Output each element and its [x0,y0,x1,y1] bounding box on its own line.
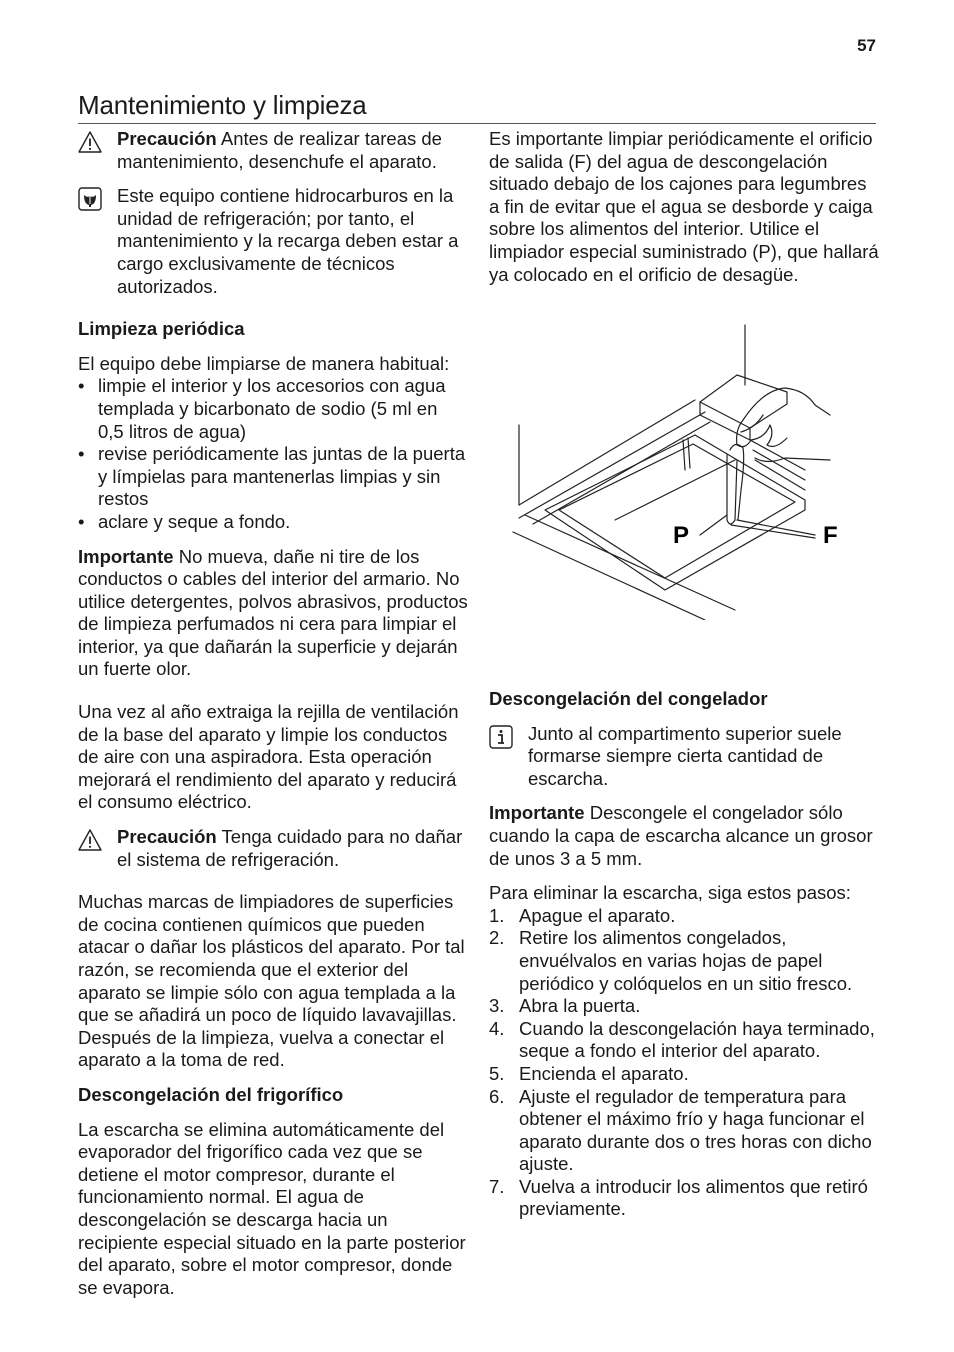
fridge-drain-drawing [505,320,835,620]
list-item: • limpie el interior y los accesorios con agua templada y bicarbonato de sodio (5 ml en 0,5 litros de agua) [78,375,446,442]
title-rule [78,123,876,124]
drain-paragraph: Es importante limpiar periódicamente el orificio de salida (F) del agua de descongelación situado debajo de los cajones para legumbres a fin de evitar que el agua se desborde y caiga sobre los alimentos del interior. Utilice el limpiador especial suministrado (P), que hallará ya colocado en el orificio de desagüe. [489,128,879,285]
important-paragraph-1: Importante No mueva, dañe ni tire de los conductos o cables del interior del armario. No utilice detergentes, polvos abrasivos, productos de limpieza perfumados ni cera para limpiar el interior, ya que dañarán la superficie y dejarán un fuerte olor. [78,545,468,680]
page-title: Mantenimiento y limpieza [78,90,367,120]
environment-text: Este equipo contiene hidrocarburos en la unidad de refrigeración; por tanto, el mantenimiento y la recarga deben estar a cargo exclusivamente de técnicos autorizados. [117,185,459,297]
steps-intro: Para eliminar la escarcha, siga estos pasos: [489,882,851,904]
caution-label: Precaución [117,826,217,848]
caution-note-1 [78,128,468,173]
warning-icon [78,130,102,154]
cleaning-heading: Limpieza periódica [78,318,245,340]
important-label: Importante [78,545,174,567]
list-item: 1. Apague el aparato. [489,904,676,926]
important-label: Importante [489,802,585,824]
cleaning-list [78,375,468,533]
environment-note [78,185,468,298]
brands-paragraph: Muchas marcas de limpiadores de superficies de cocina contienen químicos que pueden atacar o dañar los plásticos del aparato. Por tal razón, se recomienda que el exterior del aparato se limpie sólo con agua templada a la que se añadirá un poco de líquido lavavajillas. [78,891,465,1026]
fridge-defrost-text: La escarcha se elimina automáticamente del evaporador del frigorífico cada vez que se detiene el motor compresor, durante el funcionamiento normal. El agua de descongelación se descarga hacia un recipiente especial situado en la parte posterior del aparato, sobre el motor compresor, donde se evapora. [78,1118,466,1298]
list-item: • aclare y seque a fondo. [78,510,291,532]
yearly-paragraph: Una vez al año extraiga la rejilla de ventilación de la base del aparato y limpie los conductos de aire con una aspiradora. Esta operación mejorará el rendimiento del aparato y reducirá el consumo eléctrico. [78,701,459,813]
drain-cleaning-illustration [505,320,838,620]
defrost-steps-list [489,905,879,1221]
figure-label-f: F [823,522,838,549]
caution-label: Precaución [117,128,217,149]
info-icon [489,725,513,749]
info-note [489,723,879,791]
list-item: 7. Vuelva a introducir los alimentos que retiró previamente. [489,1175,868,1220]
cleaning-intro: El equipo debe limpiarse de manera habitual: [78,352,450,374]
warning-icon [78,828,102,852]
page-number: 57 [857,36,876,55]
freezer-defrost-section [489,688,879,1221]
list-item: • revise periódicamente las juntas de la puerta y límpielas para mantenerlas limpias y sin restos [78,443,466,510]
fridge-defrost-heading: Descongelación del frigorífico [78,1083,344,1105]
list-item: 4. Cuando la descongelación haya terminado, seque a fondo el interior del aparato. [489,1017,875,1062]
list-item: 5. Encienda el aparato. [489,1062,689,1084]
list-item: 2. Retire los alimentos congelados, envuélvalos en varias hojas de papel periódico y colóquelos en un sitio fresco. [489,927,853,994]
important-paragraph-2: Importante Descongele el congelador sólo cuando la capa de escarcha alcance un grosor de unos 3 a 5 mm. [489,802,873,869]
right-column [489,128,879,286]
environment-icon [78,187,102,211]
caution-note-2: Precaución Tenga cuidado para no dañar el sistema de refrigeración. [78,826,468,871]
list-item: 3. Abra la puerta. [489,995,641,1017]
after-cleaning-paragraph: Después de la limpieza, vuelva a conectar el aparato a la toma de red. [78,1026,445,1071]
info-text: Junto al compartimento superior suele formarse siempre cierta cantidad de escarcha. [528,722,842,789]
caution-text: Antes de realizar tareas de mantenimiento, desenchufe el aparato. [117,128,442,172]
figure-label-p: P [673,522,690,549]
freezer-defrost-heading: Descongelación del congelador [489,688,768,709]
list-item: 6. Ajuste el regulador de temperatura para obtener el máximo frío y haga funcionar el aparato durante dos o tres horas con dicho ajuste. [489,1085,872,1175]
left-column [78,128,468,1299]
